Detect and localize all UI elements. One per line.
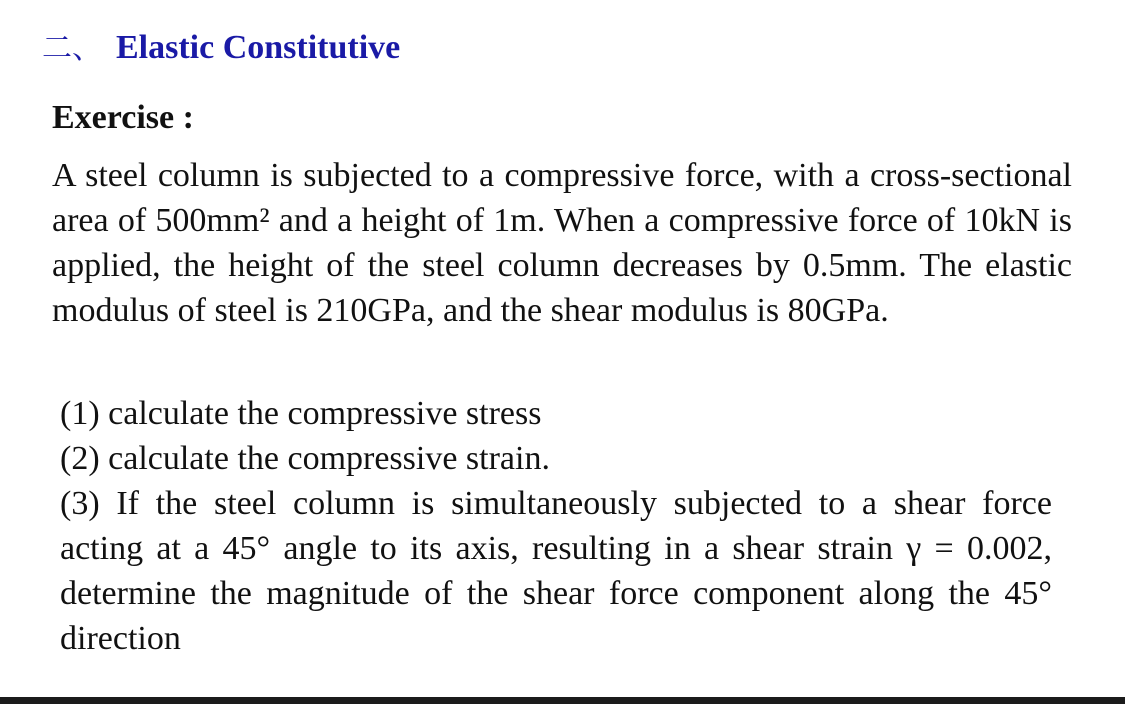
question-3: (3) If the steel column is simultaneously subjected to a shear force acting at a 45° angle to its axis, resulting in a shear strain γ = 0.002, determine the magnitude of the shear force component along the 45° direction (60, 485, 1052, 657)
question-list (60, 391, 1052, 661)
question-1: (1) calculate the compressive stress (60, 395, 542, 432)
problem-statement: A steel column is subjected to a compressive force, with a cross-sectional area of 500mm² and a height of 1m. When a compressive force of 10kN is applied, the height of the steel column decreases by 0.5mm. The elastic modulus of steel is 210GPa, and the shear modulus is 80GPa. (52, 157, 1072, 329)
section-number: 二、 (42, 31, 102, 66)
exercise-label: Exercise : (52, 99, 194, 136)
section-heading (42, 26, 400, 71)
bottom-divider (0, 697, 1125, 704)
section-title: Elastic Constitutive (116, 29, 401, 66)
question-2: (2) calculate the compressive strain. (60, 440, 550, 477)
